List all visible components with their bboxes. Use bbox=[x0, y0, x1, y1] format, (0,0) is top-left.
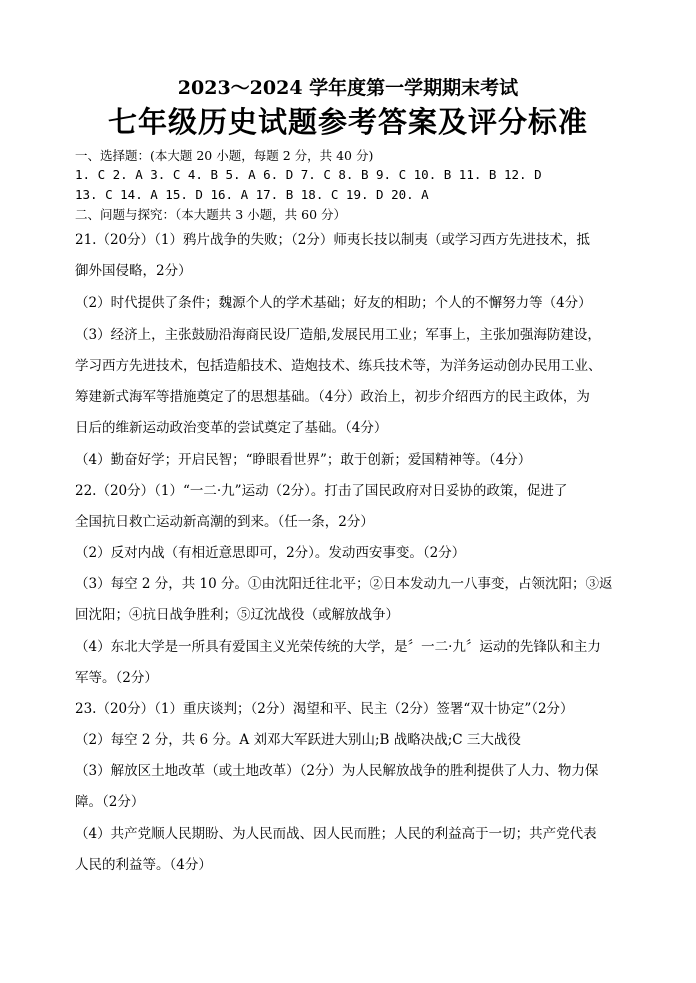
answer-line: 全国抗日救亡运动新高潮的到来。（任一条，2分） bbox=[75, 514, 374, 530]
choice-answers-row1: 1. C 2. A 3. C 4. B 5. A 6. D 7. C 8. B 9. C 10. B 11. B 12. D bbox=[75, 167, 542, 182]
answer-line: 御外国侵略，2分） bbox=[75, 263, 192, 279]
answer-line: （2）反对内战（有相近意思即可，2分）。发动西安事变。（2分） bbox=[75, 545, 466, 561]
answer-line: （2）时代提供了条件；魏源个人的学术基础；好友的相助；个人的不懈努力等（4分） bbox=[75, 295, 592, 311]
exam-title: 2023～2024 学年度第一学期期末考试 bbox=[177, 77, 519, 99]
answer-line: （4）共产党顺人民期盼、为人民而战、因人民而胜；人民的利益高于一切；共产党代表 bbox=[75, 826, 597, 842]
answer-line: 回沈阳；④抗日战争胜利；⑤辽沈战役（或解放战争） bbox=[75, 607, 399, 623]
answer-line: （2）每空 2 分，共 6 分。A 刘邓大军跃进大别山;B 战略决战;C 三大战役 bbox=[75, 732, 521, 748]
answer-line: 筹建新式海军等措施奠定了的思想基础。（4分）政治上，初步介绍西方的民主政体，为 bbox=[75, 389, 590, 405]
answer-line: 23.（20分）（1）重庆谈判；（2分）渴望和平、民主（2分）签署“双十协定”（2分） bbox=[75, 701, 574, 717]
answer-line: （3）解放区土地改革（或土地改革）（2分）为人民解放战争的胜利提供了人力、物力保 bbox=[75, 763, 599, 779]
answer-line: 军等。（2分） bbox=[75, 670, 158, 686]
answer-line: （4）东北大学是一所具有爱国主义光荣传统的大学，是〞一二·九〞运动的先锋队和主力 bbox=[75, 639, 601, 655]
answer-line: 障。（2分） bbox=[75, 794, 145, 810]
section1-heading: 一、选择题：(本大题 20 小题，每题 2 分，共 40 分) bbox=[75, 148, 374, 163]
answer-line: 日后的维新运动政治变革的尝试奠定了基础。（4分） bbox=[75, 420, 388, 436]
answer-key-title: 七年级历史试题参考答案及评分标准 bbox=[107, 105, 588, 139]
answer-line: 学习西方先进技术，包括造船技术、造炮技术、练兵技术等，为洋务运动创办民用工业、 bbox=[75, 358, 602, 374]
answer-line: （3）经济上，主张鼓励沿海商民设厂造船,发展民用工业；军事上，主张加强海防建设， bbox=[75, 327, 601, 343]
answer-line: （4）勤奋好学；开启民智；“睁眼看世界”；敢于创新；爱国精神等。（4分） bbox=[75, 452, 532, 468]
answer-line: 22.（20分）（1）“一二·九”运动（2分）。打击了国民政府对日妥协的政策，促进了 bbox=[75, 483, 568, 499]
answer-line: （3）每空 2 分，共 10 分。①由沈阳迁往北平；②日本发动九一八事变，占领沈阳；③返 bbox=[75, 576, 613, 592]
section2-heading: 二、问题与探究：（本大题共 3 小题，共 60 分） bbox=[75, 207, 347, 222]
answer-line: 21.（20分）（1）鸦片战争的失败；（2分）师夷长技以制夷（或学习西方先进技术，抵 bbox=[75, 232, 590, 248]
answer-line: 人民的利益等。（4分） bbox=[75, 857, 212, 873]
choice-answers-row2: 13. C 14. A 15. D 16. A 17. B 18. C 19. D 20. A bbox=[75, 187, 429, 202]
